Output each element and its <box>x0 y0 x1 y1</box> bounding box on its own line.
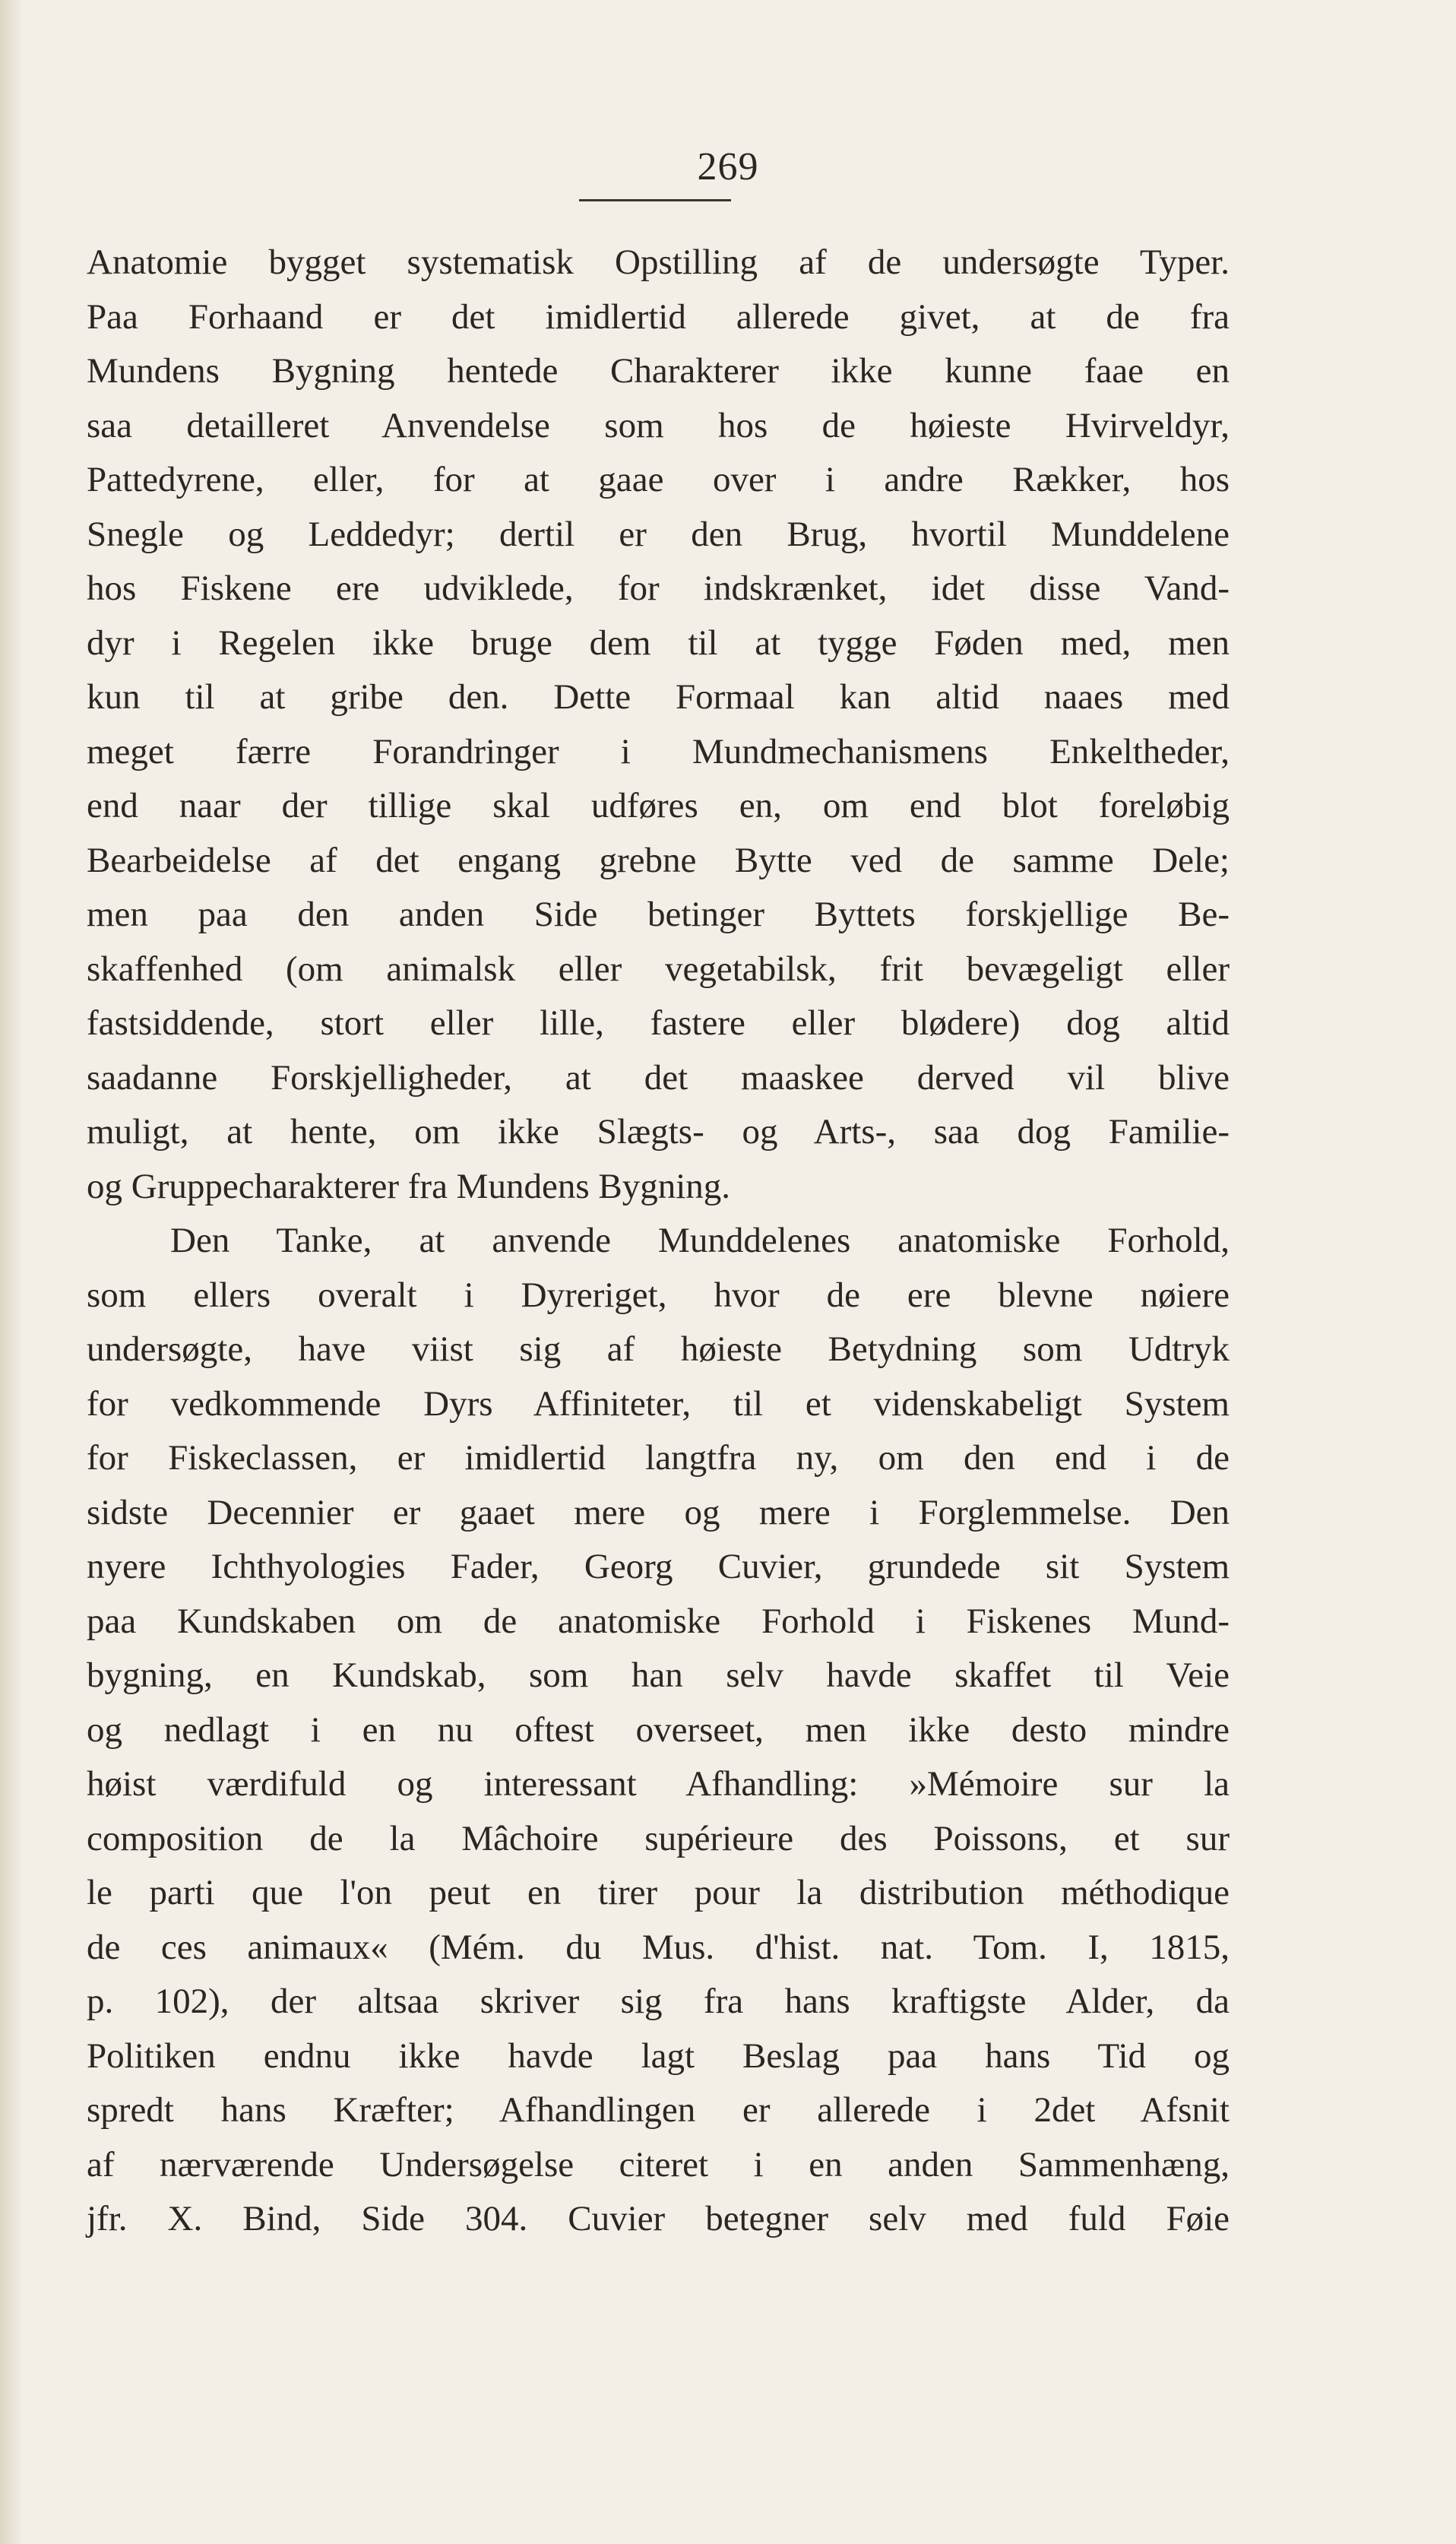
text-line: Mundens Bygning hentede Charakterer ikke kunne faae en <box>87 351 1230 391</box>
text-line: nyere Ichthyologies Fader, Georg Cuvier, grundede sit System <box>87 1547 1230 1586</box>
text-line: og Gruppecharakterer fra Mundens Bygning. <box>87 1166 731 1206</box>
text-line: saa detailleret Anvendelse som hos de høieste Hvirveldyr, <box>87 405 1230 445</box>
page-number: 269 <box>697 145 759 189</box>
text-line: jfr. X. Bind, Side 304. Cuvier betegner selv med fuld Føie <box>87 2199 1230 2238</box>
text-line: hos Fiskene ere udviklede, for indskrænket, idet disse Vand- <box>87 569 1230 608</box>
text-line: end naar der tillige skal udføres en, om end blot foreløbig <box>87 786 1230 825</box>
text-line: bygning, en Kundskab, som han selv havde skaffet til Veie <box>87 1655 1230 1695</box>
text-line: le parti que l'on peut en tirer pour la distribution méthodique <box>87 1873 1230 1912</box>
text-line: Den Tanke, at anvende Munddelenes anatomiske Forhold, <box>170 1221 1230 1260</box>
body-text <box>87 236 1230 2247</box>
text-line: for vedkommende Dyrs Affiniteter, til et videnskabeligt System <box>87 1383 1230 1424</box>
text-line: fastsiddende, stort eller lille, fastere eller blødere) dog altid <box>87 1003 1230 1043</box>
text-line: undersøgte, have viist sig af høieste Betydning som Udtryk <box>87 1329 1230 1369</box>
text-line: og nedlagt i en nu oftest overseet, men ikke desto mindre <box>87 1709 1230 1750</box>
text-line: af nærværende Undersøgelse citeret i en anden Sammenhæng, <box>87 2144 1230 2184</box>
text-line: men paa den anden Side betinger Byttets forskjellige Be- <box>87 895 1230 934</box>
header-rule <box>579 199 731 201</box>
text-line: som ellers overalt i Dyreriget, hvor de ere blevne nøiere <box>87 1275 1230 1315</box>
text-line: Bearbeidelse af det engang grebne Bytte ved de samme Dele; <box>87 840 1230 880</box>
text-line: muligt, at hente, om ikke Slægts- og Arts-, saa dog Familie- <box>87 1112 1230 1152</box>
page-gutter-shadow <box>0 0 23 2544</box>
text-line: de ces animaux« (Mém. du Mus. d'hist. nat. Tom. I, 1815, <box>87 1927 1230 1967</box>
text-line: Pattedyrene, eller, for at gaae over i andre Rækker, hos <box>87 460 1230 499</box>
text-line: for Fiskeclassen, er imidlertid langtfra ny, om den end i de <box>87 1438 1230 1478</box>
text-line: composition de la Mâchoire supérieure des Poissons, et sur <box>87 1818 1230 1858</box>
text-line: meget færre Forandringer i Mundmechanismens Enkeltheder, <box>87 731 1230 771</box>
text-line: Snegle og Leddedyr; dertil er den Brug, hvortil Munddelene <box>87 514 1230 554</box>
text-line: p. 102), der altsaa skriver sig fra hans kraftigste Alder, da <box>87 1982 1230 2021</box>
text-line: kun til at gribe den. Dette Formaal kan altid naaes med <box>87 677 1230 717</box>
text-line: Politiken endnu ikke havde lagt Beslag paa hans Tid og <box>87 2036 1230 2076</box>
text-line: høist værdifuld og interessant Afhandling: »Mémoire sur la <box>87 1764 1230 1804</box>
text-line: dyr i Regelen ikke bruge dem til at tygge Føden med, men <box>87 623 1230 663</box>
text-line: spredt hans Kræfter; Afhandlingen er allerede i 2det Afsnit <box>87 2090 1230 2130</box>
text-line: saadanne Forskjelligheder, at det maaskee derved vil blive <box>87 1057 1230 1098</box>
text-line: Paa Forhaand er det imidlertid allerede givet, at de fra <box>87 296 1230 337</box>
text-line: sidste Decennier er gaaet mere og mere i Forglemmelse. Den <box>87 1492 1230 1532</box>
text-line: paa Kundskaben om de anatomiske Forhold i Fiskenes Mund- <box>87 1601 1230 1641</box>
text-line: skaffenhed (om animalsk eller vegetabilsk, frit bevægeligt eller <box>87 949 1230 989</box>
text-line: Anatomie bygget systematisk Opstilling af de undersøgte Typer. <box>87 242 1230 282</box>
